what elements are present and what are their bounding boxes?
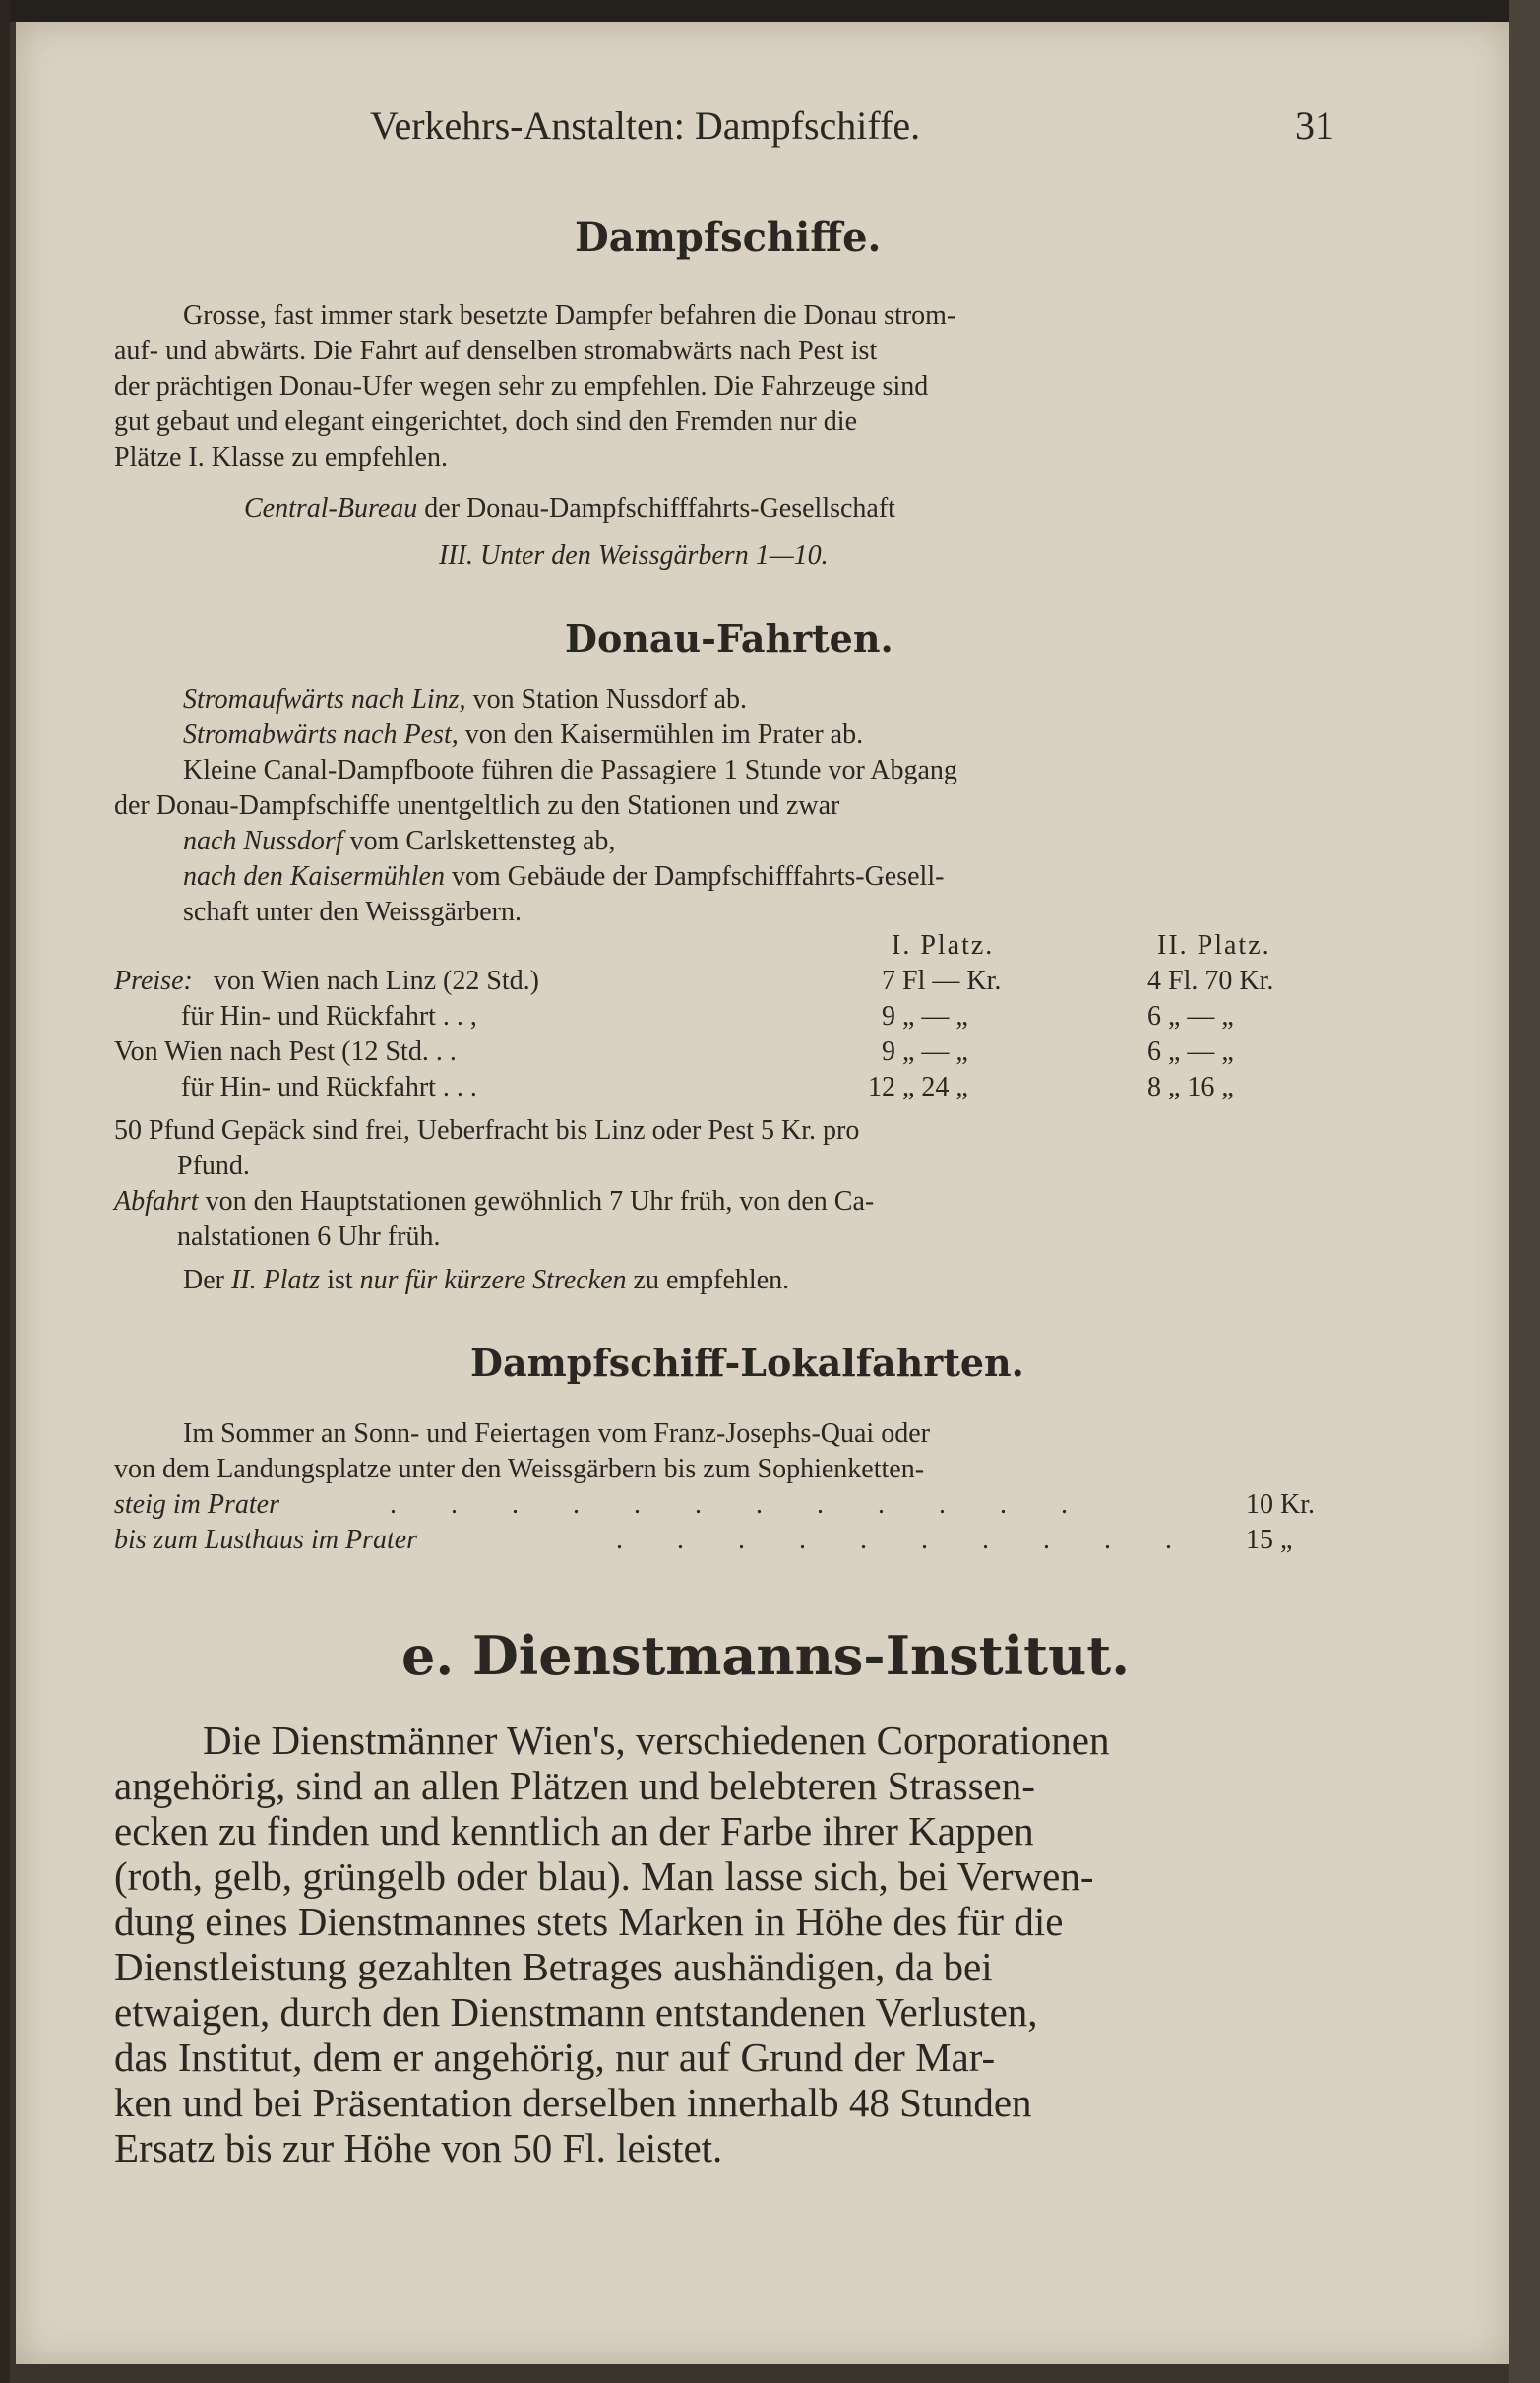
route-downstream-text: von den Kaisermühlen im Prater ab.: [464, 720, 864, 750]
luggage-line: 50 Pfund Gepäck sind frei, Ueberfracht bis Linz oder Pest 5 Kr. pro: [114, 1115, 860, 1146]
price-row: [114, 965, 539, 998]
price-row-label-italic: Preise:: [114, 966, 193, 996]
paragraph-line: schaft unter den Weissgärbern.: [183, 897, 522, 927]
lokal-row-price: 10 Kr.: [1246, 1489, 1315, 1520]
abfahrt-label: Abfahrt: [114, 1186, 199, 1217]
price-row-p1: 9 „ — „: [882, 1036, 968, 1067]
paragraph-line: ken und bei Präsentation derselben innerhalb 48 Stunden: [114, 2080, 1032, 2125]
bureau-text: der Donau-Dampfschifffahrts-Gesellschaft: [424, 493, 895, 524]
page-number: 31: [1295, 103, 1334, 148]
paragraph-line-italic: nach den Kaisermühlen: [183, 861, 445, 892]
lokal-row-label: steig im Prater: [114, 1489, 279, 1520]
paragraph-line-italic: nach Nussdorf: [183, 826, 343, 856]
book-top-edge: [0, 0, 1540, 22]
route-upstream-text: von Station Nussdorf ab.: [472, 684, 747, 715]
paragraph-line: ecken zu finden und kenntlich an der Farbe ihrer Kappen: [114, 1808, 1034, 1853]
bureau-address: III. Unter den Weissgärbern 1—10.: [439, 540, 829, 571]
platz-note-text: ist: [327, 1265, 353, 1295]
paragraph-line: das Institut, dem er angehörig, nur auf Grund der Mar-: [114, 2035, 996, 2080]
price-col2-header: II. Platz.: [1157, 930, 1271, 961]
paragraph-line: auf- und abwärts. Die Fahrt auf denselben stromabwärts nach Pest ist: [114, 336, 878, 366]
abfahrt-text: von den Hauptstationen gewöhnlich 7 Uhr früh, von den Ca-: [205, 1186, 875, 1217]
price-row-p1: 9 „ — „: [882, 1001, 968, 1032]
platz-note-italic: II. Platz: [230, 1265, 321, 1295]
paragraph-line: Plätze I. Klasse zu empfehlen.: [114, 442, 448, 472]
paragraph-line: [183, 825, 615, 858]
leader-dots: . . . . . . . . . .: [616, 1525, 1196, 1555]
price-row-p2: 6 „ — „: [1147, 1001, 1234, 1032]
leader-dots: . . . . . . . . . . . .: [390, 1489, 1091, 1520]
bureau-label: Central-Bureau: [244, 493, 418, 524]
price-row-label: für Hin- und Rückfahrt . . .: [181, 1072, 477, 1102]
paragraph-line: Grosse, fast immer stark besetzte Dampfer befahren die Donau strom-: [183, 300, 956, 331]
platz-note-text: Der: [183, 1265, 224, 1295]
paragraph-line: angehörig, sind an allen Plätzen und belebteren Strassen-: [114, 1763, 1035, 1808]
price-row-label: Von Wien nach Pest (12 Std. . .: [114, 1036, 457, 1067]
paragraph-line: [183, 860, 944, 894]
route-upstream: [183, 683, 747, 717]
price-row-p2: 4 Fl. 70 Kr.: [1147, 966, 1274, 996]
paragraph-line: etwaigen, durch den Dienstmann entstandenen Verlusten,: [114, 1989, 1038, 2035]
bureau-line: [244, 492, 895, 526]
luggage-line: Pfund.: [177, 1151, 250, 1181]
price-row-label: von Wien nach Linz (22 Std.): [213, 966, 540, 996]
paragraph-line: Ersatz bis zur Höhe von 50 Fl. leistet.: [114, 2125, 723, 2170]
price-row-p2: 6 „ — „: [1147, 1036, 1234, 1067]
abfahrt-line: nalstationen 6 Uhr früh.: [177, 1222, 441, 1252]
price-col1-header: I. Platz.: [892, 930, 995, 961]
price-row-label: für Hin- und Rückfahrt . . ,: [181, 1001, 477, 1032]
paragraph-line: gut gebaut und elegant eingerichtet, doch sind den Fremden nur die: [114, 407, 858, 437]
paragraph-line: Im Sommer an Sonn- und Feiertagen vom Franz-Josephs-Quai oder: [183, 1418, 930, 1449]
lokal-row-label: bis zum Lusthaus im Prater: [114, 1525, 418, 1555]
price-row-p2: 8 „ 16 „: [1147, 1072, 1234, 1102]
price-row-p1: 7 Fl — Kr.: [882, 966, 1002, 996]
section-heading-donau-fahrten: Donau-Fahrten.: [565, 616, 893, 660]
section-heading-lokalfahrten: Dampfschiff-Lokalfahrten.: [470, 1341, 1024, 1385]
paragraph-line: dung eines Dienstmannes stets Marken in Höhe des für die: [114, 1899, 1064, 1944]
paragraph-line-text: vom Carlskettensteg ab,: [349, 826, 616, 856]
platz-note: [183, 1264, 789, 1297]
paragraph-line: Dienstleistung gezahlten Betrages aushändigen, da bei: [114, 1944, 993, 1989]
paragraph-line-text: vom Gebäude der Dampfschifffahrts-Gesell-: [451, 861, 945, 892]
paragraph-line: von dem Landungsplatze unter den Weissgärbern bis zum Sophienketten-: [114, 1454, 925, 1484]
price-row-p1: 12 „ 24 „: [868, 1072, 968, 1102]
lokal-row-price: 15 „: [1246, 1525, 1293, 1555]
section-heading-dienstmanns: e. Dienstmanns-Institut.: [401, 1624, 1131, 1687]
paragraph-line: (roth, gelb, grüngelb oder blau). Man lasse sich, bei Verwen-: [114, 1853, 1094, 1899]
route-upstream-label: Stromaufwärts nach Linz,: [183, 684, 466, 715]
book-right-edge: [1509, 0, 1540, 2383]
running-head-title: Verkehrs-Anstalten: Dampfschiffe.: [370, 103, 921, 148]
book-spine: [0, 0, 10, 2383]
section-heading-dampfschiffe: Dampfschiffe.: [575, 215, 882, 261]
route-downstream: [183, 719, 863, 752]
platz-note-text: zu empfehlen.: [633, 1265, 790, 1295]
platz-note-italic: nur für kürzere Strecken: [359, 1265, 627, 1295]
paragraph-line: der Donau-Dampfschiffe unentgeltlich zu den Stationen und zwar: [114, 790, 840, 821]
route-downstream-label: Stromabwärts nach Pest,: [183, 720, 459, 750]
paragraph-line: Kleine Canal-Dampfboote führen die Passagiere 1 Stunde vor Abgang: [183, 755, 957, 785]
paragraph-line: Die Dienstmänner Wien's, verschiedenen Corporationen: [203, 1718, 1110, 1763]
book-page: [16, 22, 1509, 2364]
abfahrt-line: [114, 1185, 874, 1219]
paragraph-line: der prächtigen Donau-Ufer wegen sehr zu empfehlen. Die Fahrzeuge sind: [114, 371, 929, 402]
